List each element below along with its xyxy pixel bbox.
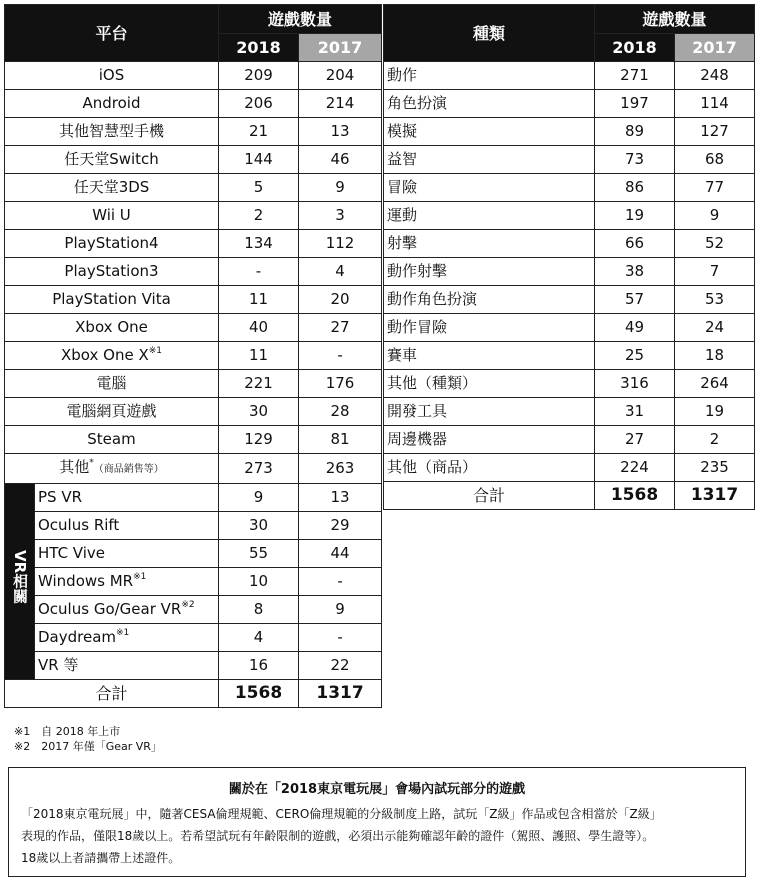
year-2017-header: 2017 xyxy=(299,34,382,62)
platform-label: 任天堂3DS xyxy=(73,178,150,196)
value-2017: 46 xyxy=(299,146,382,174)
platform-name xyxy=(5,174,219,202)
platform-label: iOS xyxy=(98,66,125,84)
value-2017: - xyxy=(299,568,382,596)
value-2017: 3 xyxy=(299,202,382,230)
value-2017: 7 xyxy=(675,258,755,286)
footnotes xyxy=(14,724,162,754)
table-row xyxy=(5,484,382,512)
genre-name: 賽車 xyxy=(384,342,595,370)
table-row xyxy=(384,370,755,398)
platform-label: 其他智慧型手機 xyxy=(59,122,165,140)
vr-platform-label: VR 等 xyxy=(38,656,79,674)
platform-name xyxy=(5,90,219,118)
platform-label: 電腦 xyxy=(96,374,127,392)
platform-label: Xbox One X xyxy=(60,346,149,364)
platform-name xyxy=(5,398,219,426)
year-2017-header: 2017 xyxy=(675,34,755,62)
value-2017: - xyxy=(299,342,382,370)
value-2018: 30 xyxy=(219,512,299,540)
value-2017: 27 xyxy=(299,314,382,342)
vr-platform-name xyxy=(35,568,219,596)
vr-platform-name xyxy=(35,484,219,512)
platform-label: PlayStation Vita xyxy=(52,290,171,308)
value-2018: 221 xyxy=(219,370,299,398)
notice-line: 「2018東京電玩展」中，隨著CESA倫理規範、CERO倫理規範的分級制度上路，試玩「Z級」作品或包含相當於「Z級」 xyxy=(21,807,662,821)
table-row xyxy=(5,286,382,314)
footnote-mark: ※2 xyxy=(181,600,195,610)
genre-name: 其他（商品） xyxy=(384,454,595,482)
vr-platform-name xyxy=(35,512,219,540)
platform-table xyxy=(4,4,382,708)
value-2017: 20 xyxy=(299,286,382,314)
value-2017: 19 xyxy=(675,398,755,426)
table-row xyxy=(384,258,755,286)
genre-name: 冒險 xyxy=(384,174,595,202)
value-2018: 206 xyxy=(219,90,299,118)
total-row xyxy=(5,680,382,708)
value-2017: 112 xyxy=(299,230,382,258)
value-2018: 9 xyxy=(219,484,299,512)
table-row xyxy=(5,146,382,174)
vr-platform-name xyxy=(35,596,219,624)
value-2018: 5 xyxy=(219,174,299,202)
notice-line: 18歲以上者請攜帶上述證件。 xyxy=(21,851,181,865)
table-row xyxy=(5,624,382,652)
platform-label: PlayStation3 xyxy=(64,262,159,280)
table-row xyxy=(384,314,755,342)
platform-name xyxy=(5,314,219,342)
vr-platform-label: Oculus Go/Gear VR xyxy=(38,600,182,618)
genre-name: 周邊機器 xyxy=(384,426,595,454)
value-2017: 2 xyxy=(675,426,755,454)
table-row xyxy=(384,146,755,174)
table-row xyxy=(5,258,382,286)
value-2017: 53 xyxy=(675,286,755,314)
value-2018: 10 xyxy=(219,568,299,596)
notice-box xyxy=(8,767,746,877)
value-2018: 209 xyxy=(219,62,299,90)
footnote-mark: ※1 xyxy=(133,572,147,582)
platform-name xyxy=(5,230,219,258)
table-row xyxy=(384,62,755,90)
value-2017: 264 xyxy=(675,370,755,398)
value-2018: 271 xyxy=(595,62,675,90)
genre-name: 動作角色扮演 xyxy=(384,286,595,314)
total-2018: 1568 xyxy=(595,482,675,510)
value-2018: 21 xyxy=(219,118,299,146)
genre-name: 模擬 xyxy=(384,118,595,146)
value-2018: 30 xyxy=(219,398,299,426)
value-2017: 127 xyxy=(675,118,755,146)
value-2017: 28 xyxy=(299,398,382,426)
value-2018: 73 xyxy=(595,146,675,174)
table-row xyxy=(384,454,755,482)
value-2017: 9 xyxy=(299,174,382,202)
value-2018: 19 xyxy=(595,202,675,230)
vr-platform-label: Oculus Rift xyxy=(38,516,120,534)
value-2018: 16 xyxy=(219,652,299,680)
value-2017: 13 xyxy=(299,118,382,146)
table-row xyxy=(5,596,382,624)
platform-label: Xbox One xyxy=(75,318,148,336)
value-2018: 86 xyxy=(595,174,675,202)
value-2018: 38 xyxy=(595,258,675,286)
platform-name xyxy=(5,258,219,286)
table-row xyxy=(5,118,382,146)
table-row xyxy=(384,342,755,370)
platform-note: （商品銷售等） xyxy=(93,464,164,475)
footnote-mark: ※1 xyxy=(148,346,163,356)
table-row xyxy=(5,230,382,258)
value-2017: 22 xyxy=(299,652,382,680)
table-row xyxy=(384,202,755,230)
vr-platform-name xyxy=(35,540,219,568)
platform-name xyxy=(5,370,219,398)
total-2017: 1317 xyxy=(675,482,755,510)
footnote-mark: ※1 xyxy=(116,628,130,638)
value-2018: 11 xyxy=(219,342,299,370)
platform-label: Steam xyxy=(87,430,136,448)
value-2017: 114 xyxy=(675,90,755,118)
table-row xyxy=(5,568,382,596)
value-2017: 263 xyxy=(299,454,382,484)
genre-name: 角色扮演 xyxy=(384,90,595,118)
genre-table xyxy=(383,4,755,510)
platform-header: 平台 xyxy=(5,5,219,62)
table-row xyxy=(384,286,755,314)
table-row xyxy=(5,314,382,342)
platform-label: Wii U xyxy=(92,206,131,224)
table-row xyxy=(384,174,755,202)
notice-line: 表現的作品，僅限18歲以上。若希望試玩有年齡限制的遊戲，必須出示能夠確認年齡的證件（駕照、護照、學生證等）。 xyxy=(21,829,655,843)
notice-title: 關於在「2018東京電玩展」會場內試玩部分的遊戲 xyxy=(228,782,526,797)
genre-name: 動作射擊 xyxy=(384,258,595,286)
value-2018: 144 xyxy=(219,146,299,174)
table-row xyxy=(5,454,382,484)
value-2017: 13 xyxy=(299,484,382,512)
value-2018: 2 xyxy=(219,202,299,230)
total-2018: 1568 xyxy=(219,680,299,708)
genre-name: 動作冒險 xyxy=(384,314,595,342)
table-row xyxy=(5,512,382,540)
platform-label: PlayStation4 xyxy=(64,234,159,252)
genre-name: 益智 xyxy=(384,146,595,174)
vr-platform-label: PS VR xyxy=(38,488,83,506)
table-row xyxy=(384,230,755,258)
table-row xyxy=(384,426,755,454)
value-2017: 29 xyxy=(299,512,382,540)
platform-label: 電腦網頁遊戲 xyxy=(66,402,157,420)
value-2018: 49 xyxy=(595,314,675,342)
genre-header: 種類 xyxy=(384,5,595,62)
platform-label: 任天堂Switch xyxy=(64,150,159,168)
vr-platform-label: Daydream xyxy=(38,628,117,646)
year-2018-header: 2018 xyxy=(219,34,299,62)
table-row xyxy=(5,174,382,202)
value-2017: 176 xyxy=(299,370,382,398)
table-row xyxy=(5,426,382,454)
footnote-2: ※2 2017 年僅「Gear VR」 xyxy=(14,740,162,753)
value-2017: 4 xyxy=(299,258,382,286)
genre-name: 射擊 xyxy=(384,230,595,258)
value-2017: 214 xyxy=(299,90,382,118)
platform-name xyxy=(5,62,219,90)
genre-name: 運動 xyxy=(384,202,595,230)
value-2017: 81 xyxy=(299,426,382,454)
table-row xyxy=(384,90,755,118)
value-2018: 134 xyxy=(219,230,299,258)
vr-platform-label: Windows MR xyxy=(38,572,134,590)
genre-name: 其他（種類） xyxy=(384,370,595,398)
genre-name: 開發工具 xyxy=(384,398,595,426)
value-2017: 77 xyxy=(675,174,755,202)
value-2018: - xyxy=(219,258,299,286)
table-row xyxy=(5,540,382,568)
value-2018: 89 xyxy=(595,118,675,146)
value-2018: 27 xyxy=(595,426,675,454)
value-2017: 9 xyxy=(675,202,755,230)
game-count-header: 遊戲數量 xyxy=(219,5,382,34)
value-2018: 129 xyxy=(219,426,299,454)
total-label: 合計 xyxy=(5,680,219,708)
value-2018: 8 xyxy=(219,596,299,624)
value-2017: 204 xyxy=(299,62,382,90)
value-2018: 25 xyxy=(595,342,675,370)
platform-name xyxy=(5,118,219,146)
table-row xyxy=(5,652,382,680)
value-2017: 235 xyxy=(675,454,755,482)
genre-name: 動作 xyxy=(384,62,595,90)
value-2018: 55 xyxy=(219,540,299,568)
value-2017: 18 xyxy=(675,342,755,370)
value-2018: 11 xyxy=(219,286,299,314)
table-row xyxy=(5,202,382,230)
table-row xyxy=(5,62,382,90)
vr-platform-name xyxy=(35,624,219,652)
value-2017: - xyxy=(299,624,382,652)
platform-name xyxy=(5,202,219,230)
value-2018: 273 xyxy=(219,454,299,484)
value-2017: 248 xyxy=(675,62,755,90)
value-2018: 224 xyxy=(595,454,675,482)
platform-name xyxy=(5,454,219,484)
value-2017: 52 xyxy=(675,230,755,258)
vr-category-label xyxy=(5,484,35,680)
table-row xyxy=(5,342,382,370)
platform-name xyxy=(5,146,219,174)
total-2017: 1317 xyxy=(299,680,382,708)
vr-platform-label: HTC Vive xyxy=(38,544,106,562)
platform-name xyxy=(5,426,219,454)
table-row xyxy=(384,398,755,426)
vr-label-text: VR相關 xyxy=(11,550,29,604)
table-row xyxy=(384,118,755,146)
value-2018: 4 xyxy=(219,624,299,652)
value-2018: 31 xyxy=(595,398,675,426)
platform-name xyxy=(5,342,219,370)
footnote-1: ※1 自 2018 年上市 xyxy=(14,725,121,738)
year-2018-header: 2018 xyxy=(595,34,675,62)
value-2017: 68 xyxy=(675,146,755,174)
value-2018: 197 xyxy=(595,90,675,118)
value-2018: 57 xyxy=(595,286,675,314)
value-2018: 66 xyxy=(595,230,675,258)
value-2018: 316 xyxy=(595,370,675,398)
value-2017: 24 xyxy=(675,314,755,342)
vr-platform-name xyxy=(35,652,219,680)
total-row xyxy=(384,482,755,510)
value-2017: 44 xyxy=(299,540,382,568)
table-row xyxy=(5,90,382,118)
platform-name xyxy=(5,286,219,314)
footnote-mark: * xyxy=(89,458,94,468)
value-2018: 40 xyxy=(219,314,299,342)
total-label: 合計 xyxy=(384,482,595,510)
platform-label: 其他 xyxy=(59,458,90,476)
table-row xyxy=(5,398,382,426)
table-row xyxy=(5,370,382,398)
platform-label: Android xyxy=(82,94,141,112)
game-count-header: 遊戲數量 xyxy=(595,5,755,34)
value-2017: 9 xyxy=(299,596,382,624)
notice-body xyxy=(9,797,745,869)
